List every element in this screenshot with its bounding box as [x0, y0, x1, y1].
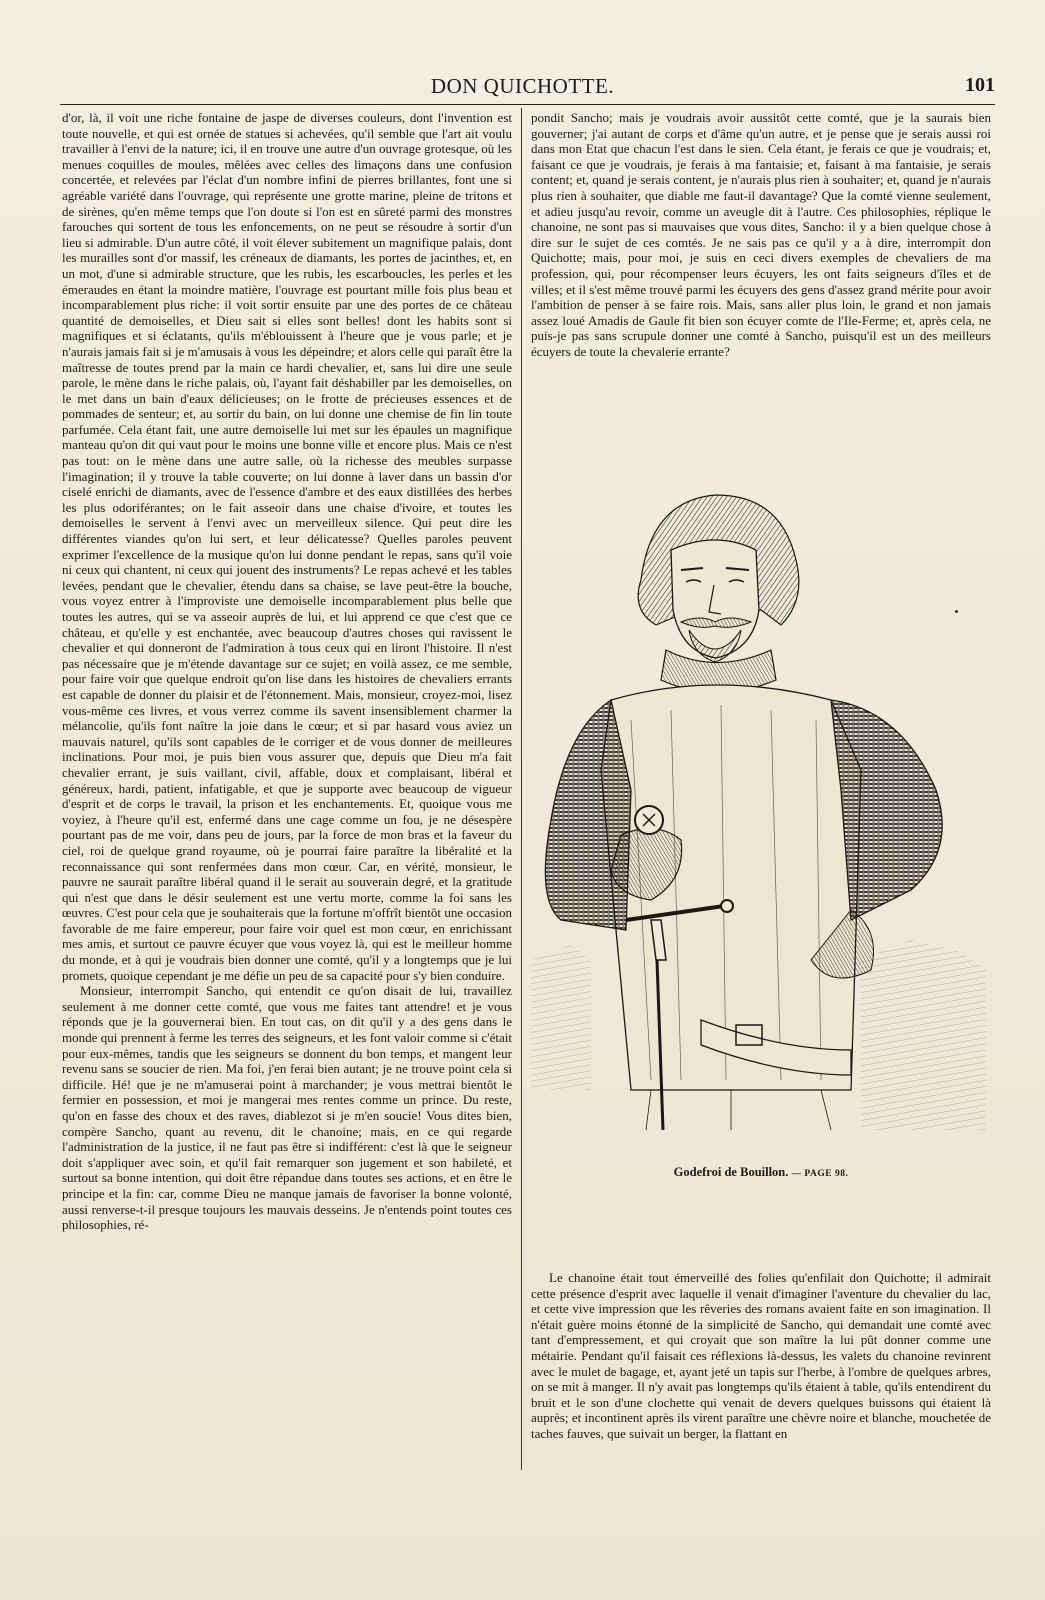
paragraph: d'or, là, il voit une riche fontaine de jaspe de diverses couleurs, dont l'invention est toute nouvelle, et qui est ornée de statues si achevées, qu'il semble que l'art ait voulu travailler à l'envi de la nature; ici, il en trouve une autre d'un ouvrage grotesque, où les menues coquilles de moules, mêlées avec celles des limaçons dans une confusion concertée, et relevées par l'éclat d'un nombre infini de pierres brillantes, font une si agréable variété dans l'ouvrage, qui représente une grotte marine, pleine de tritons et de sirènes, qu'en même temps que l'on doute si l'on est en sûreté parmi des monstres farouches qui sortent de tous les enfoncements, on ne peut se résoudre à sortir d'un lieu si admirable. D'un autre côté, il voit élever subitement un magnifique palais, dont les murailles sont d'or massif, les créneaux de diamants, les portes de jacinthes, et, en un mot, d'une si admirable structure, que les rubis, les escarboucles, les perles et les émeraudes en étant la moindre matière, l'ouvrage est pourtant mille fois plus beau et incomparablement plus riche: il voit sortir ensuite par une des portes de ce château quantité de demoiselles, et Dieu sait si elles sont belles! dont les habits sont si magnifiques et si éclatants, qu'ils m'éblouissent à l'heure que je vous parle; et je n'aurais jamais fait si je m'amusais à vous les dépeindre; et alors celle qui paraît être la maîtresse de toutes prend par la main ce hardi chevalier, et, sans lui dire une seule parole, le mène dans le riche palais, où, l'ayant fait déshabiller par les demoiselles, on le met dans un bain d'eaux délicieuses; on le frotte de précieuses essences et de pommades de senteur; et, au sortir du bain, on lui donne une chemise de fin lin toute parfumée. Cela étant fait, une autre demoiselle lui met sur les épaules un magnifique manteau qu'on dit qui vaut pour le moins une bonne ville et encore plus. Mais ce n'est pas tout: on le mène dans une autre salle, où la richesse des meubles surpasse l'imagination; il y trouve la table couverte; on lui donne à laver dans un bassin d'or ciselé enrichi de diamants, avec de l'essence d'ambre et des eaux distillées des herbes les plus odoriférantes; on le fait asseoir dans une chaise d'ivoire, et toutes les demoiselles le servent à l'envi avec un merveilleux silence. Qui peut dire les différentes viandes qu'on lui sert, et leur délicatesse? Quelles paroles peuvent exprimer l'excellence de la musique qu'on lui donne pendant le repas, sans qu'il voie ni ceux qui chantent, ni ceux qui jouent des instruments? Le repas achevé et les tables levées, pendant que le chevalier, étendu dans sa chaise, se lave peut-être la bouche, vous voyez entrer à l'improviste une demoiselle incomparablement plus belle que toutes les autres, qui se va asseoir auprès de lui, et lui apprend ce que c'est que ce château, et qu'elle y est enchantée, avec beaucoup d'autres choses qui ravissent le chevalier et qui donneront de l'admiration à tous ceux qui en liront l'histoire. Il n'est pas nécessaire que je m'étende davantage sur ce sujet; en voilà assez, ce me semble, pour faire voir que quelque endroit qu'on lise dans les histoires de chevaliers errants est capable de donner du plaisir et de l'étonnement. Mais, monsieur, croyez-moi, lisez vous-même ces livres, et vous verrez comme ils savent insensiblement charmer la mélancolie, qu'ils font naître la joie dans le cœur; et si par hasard vous aviez un mauvais naturel, qu'ils sont capables de le corriger et de vous donner de meilleures inclinations. Pour moi, je puis bien vous assurer que, depuis que Dieu m'a fait chevalier errant, je suis vaillant, civil, affable, doux et complaisant, libéral et généreux, hardi, patient, infatigable, et que je supporte avec beaucoup de vigueur d'esprit et de corps le travail, la prison et les enchantements. Et, quoique vous me voyiez, à l'heure qu'il est, enfermé dans une cage comme un fou, je ne désespère pourtant pas de me voir, dans peu de jours, par la force de mon bras et la faveur du ciel, roi de quelque grand royaume, où je pourrai faire paraître la libéralité et la reconnaissance qui sont renfermées dans mon cœur. Car, en vérité, monsieur, le pauvre ne saurait paraître libéral quand il le serait au souverain degré, et la gratitude qui n'est que dans le désir seulement est une vertu morte, comme la foi sans les œuvres. C'est pour cela que je souhaiterais que la fortune m'offrît bientôt une occasion favorable de me faire empereur, pour faire voir quel est mon cœur, en enrichissant mes amis, et surtout ce pauvre écuyer que vous voyez là, qui est le meilleur homme du monde, et à qui je voudrais bien donner une comté, qu'il y a longtemps que je lui promets, quoique cependant je me défie un peu de sa capacité pour s'y bien conduire. — [62, 110, 512, 983]
engraving-portrait — [531, 490, 991, 1140]
header-rule — [60, 104, 995, 105]
paragraph: Monsieur, interrompit Sancho, qui entendit ce qu'on disait de lui, travaillez seulement à me donner cette comté, que vous me faites tant attendre! et je vous réponds que je la gouvernerai bien. En tout cas, on dit qu'il y a des gens dans le monde qui prennent à ferme les terres des seigneurs, et les font valoir comme si c'était pour eux-mêmes, tandis que les seigneurs se donnent du bon temps, et mangent leur revenu sans se soucier de rien. Ma foi, j'en ferai bien autant; je ne trouve point cela si difficile. Hé! que je ne m'amuserai point à marchander; je vous mettrai bientôt le fermier en possession, et moi je mangerai mes rentes comme un prince. Du reste, qu'on en fasse des choux et des raves, diablezot si je m'en soucie! Vous dites bien, compère Sancho, quant au revenu, dit le chanoine; mais, en ce qui regarde l'administration de la justice, il ne faut pas être si indifférent: c'est là que le seigneur doit s'appliquer avec soin, et qu'il fait remarquer son jugement et son habileté, et surtout sa bonne intention, qui doit être répandue dans toutes ses actions, et en être le principe et la fin: car, comme Dieu ne manque jamais de favoriser la bonne volonté, aussi renverse-t-il presque toujours les mauvais desseins. Je n'entends point toutes ces philosophies, ré- — [62, 983, 512, 1233]
paragraph: pondit Sancho; mais je voudrais avoir aussitôt cette comté, que je la saurais bien gouverner; j'ai autant de corps et d'âme qu'un autre, et je pense que je serais aussi roi dans mon Etat que chacun l'est dans le sien. Cela étant, je ferais ce que je voudrais; et, faisant ce que je voudrais, je ferais à ma fantaisie; et, faisant à ma fantaisie, je serais content; et, quand je serais content, je n'aurais plus rien à souhaiter; et, quand je n'aurais plus rien à souhaiter, que diable me faut-il davantage? Que la comté vienne seulement, et adieu jusqu'au revoir, comme un aveugle dit à l'autre. Ces philosophies, réplique le chanoine, ne sont pas si mauvaises que vous dites, Sancho: il y a bien quelque chose à dire sur le sujet de ces comtés. Je ne sais pas ce qu'il y a à dire, interrompit don Quichotte; mais, pour moi, je suis en ceci divers exemples de chevaliers de ma profession, qui, pour récompenser leurs écuyers, les ont faits seigneurs d'îles et de villes; et il s'est même trouvé parmi les écuyers des gens d'assez grand mérite pour avoir l'ambition de penser à se faire rois. Mais, sans aller plus loin, le grand et non jamais assez loué Amadis de Gaule fit bien son écuyer comte de l'Ile-Ferme; et, après cela, ne puis-je pas sans scrupule donner une comté à Sancho, puisqu'il est un des meilleurs écuyers de toute la chevalerie errante? — [531, 110, 991, 359]
column-divider — [521, 108, 522, 1470]
caption-name: Godefroi de Bouillon. — [673, 1165, 789, 1179]
right-column-bottom — [531, 1270, 991, 1470]
caption-page-ref: — PAGE 98. — [791, 1169, 849, 1179]
paragraph: Le chanoine était tout émerveillé des folies qu'enfilait don Quichotte; il admirait cette présence d'esprit avec laquelle il venait d'imaginer l'aventure du chevalier du lac, et cette vive impression que les rêveries des romans avaient faite en son imagination. Il n'était guère moins étonné de la simplicité de Sancho, qui demandait une comté avec tant d'empressement, et qui croyait que son maître la lui pût donner comme une métairie. Pendant qu'il faisait ces réflexions là-dessus, les valets du chanoine revinrent avec le mulet de bagage, et, ayant jeté un tapis sur l'herbe, à l'ombre de quelques arbres, on se mit à manger. Il n'y avait pas longtemps qu'ils étaient à table, qu'ils entendirent du bruit et le son d'une clochette qui venait de devers quelques buissons qui étaient là auprès; et incontinent après ils virent paraître une chèvre noire et blanche, mouchetée de taches fauves, que suivait un berger, la flattant en — [531, 1270, 991, 1441]
page-number: 101 — [965, 74, 995, 96]
running-title: DON QUICHOTTE. — [430, 74, 615, 98]
right-column-top — [531, 110, 991, 410]
left-column — [62, 110, 512, 1470]
figure-caption — [531, 1165, 991, 1180]
